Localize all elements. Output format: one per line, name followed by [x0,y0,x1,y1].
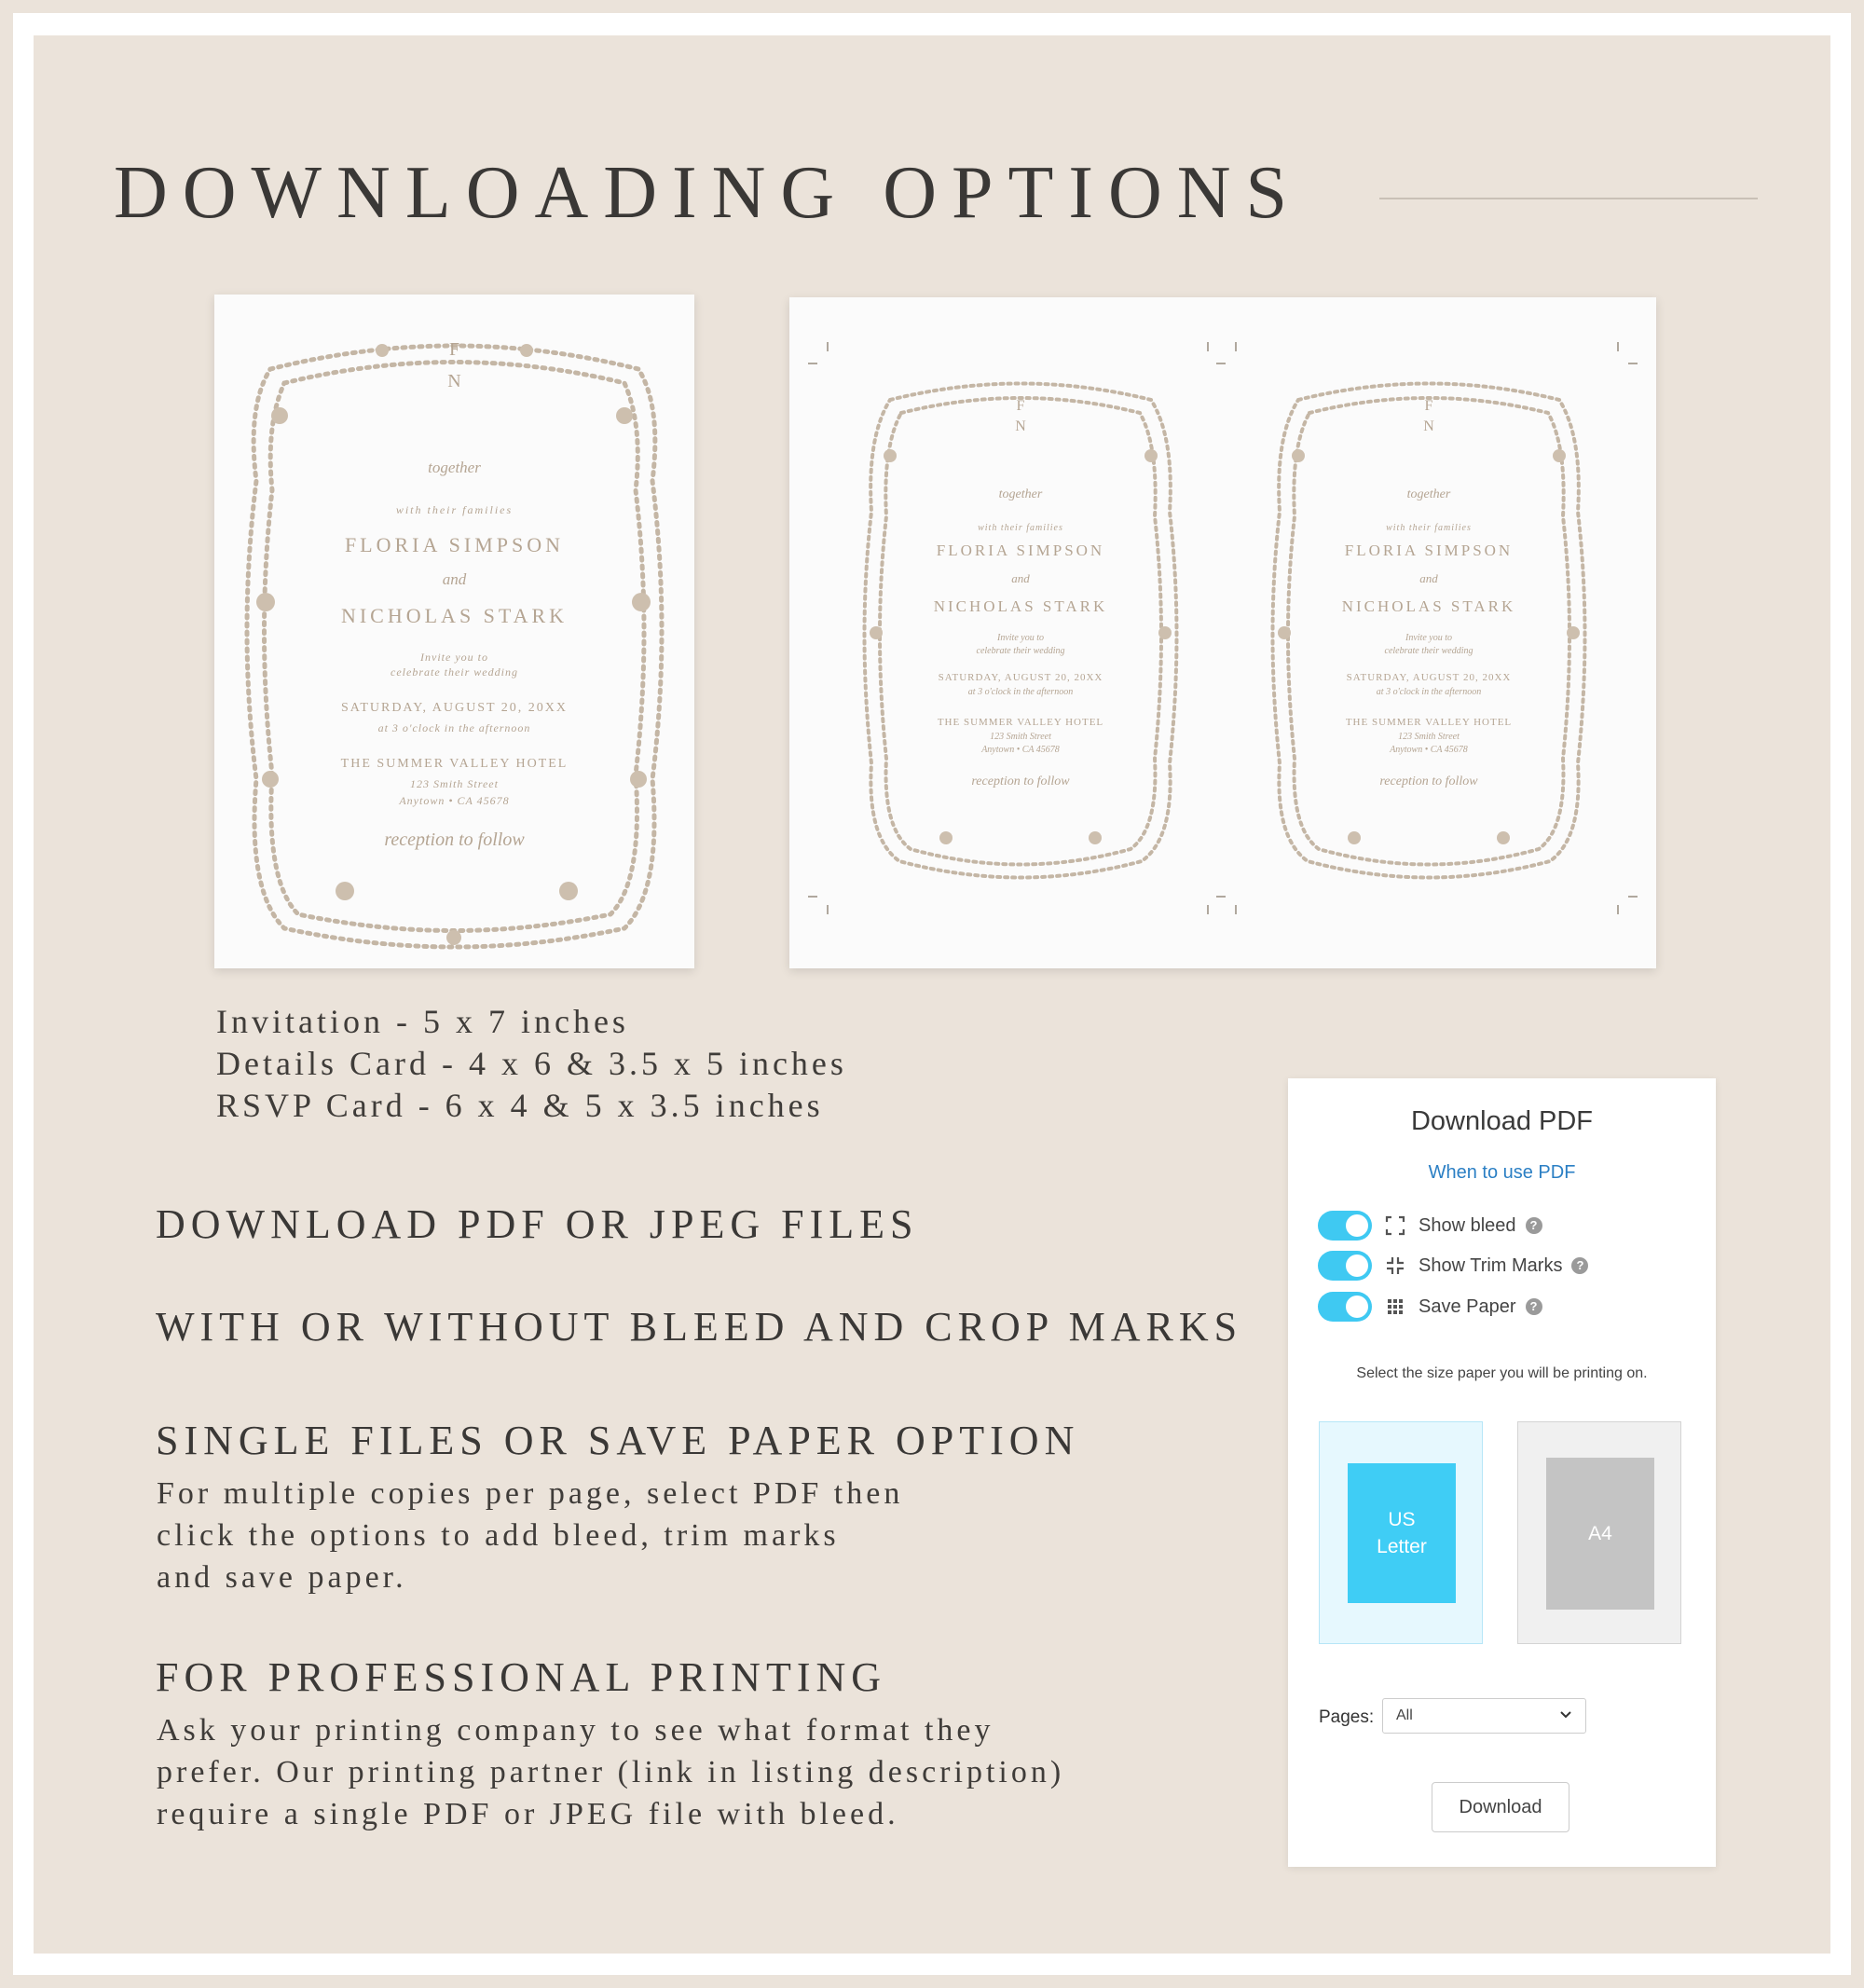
download-pdf-panel [1288,1078,1716,1867]
paper-option-a4[interactable] [1517,1421,1681,1644]
date-text: SATURDAY, AUGUST 20, 20XX [340,701,569,715]
download-heading: DOWNLOAD PDF OR JPEG FILES [156,1201,919,1247]
save-paper-line: click the options to add bleed, trim marks [157,1518,840,1553]
toggle-knob [1346,1296,1368,1318]
professional-line: require a single PDF or JPEG file with bleed. [157,1797,899,1831]
save-paper-description [157,1473,903,1598]
toggle-knob [1346,1254,1368,1277]
save-paper-row [1318,1290,1542,1323]
crop-mark [808,896,817,898]
crop-mark [808,363,817,364]
invite-line-2: celebrate their wedding [391,665,518,679]
time-text: at 3 o'clock in the afternoon [377,721,531,734]
show-trim-marks-row [1318,1249,1588,1282]
monogram-top: F [1016,398,1025,414]
pages-select[interactable] [1382,1698,1586,1734]
save-paper-sheet-preview [789,297,1656,968]
venue-text: THE SUMMER VALLEY HOTEL [937,717,1104,728]
together-text: together [998,487,1043,501]
chevron-down-icon [1559,1707,1572,1724]
show-trim-marks-label: Show Trim Marks [1419,1254,1563,1276]
and-text: and [1419,571,1438,585]
crop-mark [1235,905,1237,914]
name-two: NICHOLAS STARK [933,597,1108,615]
title-divider [1379,198,1758,199]
crop-mark [1617,905,1619,914]
street-text: 123 Smith Street [990,732,1051,742]
city-text: Anytown • CA 45678 [1390,745,1468,755]
monogram-top: F [448,339,460,360]
paper-sheet-us-letter [1348,1463,1456,1603]
name-one: FLORIA SIMPSON [936,542,1105,559]
paper-size-prompt: Select the size paper you will be printing on. [1356,1365,1648,1381]
toggle-knob [1346,1214,1368,1237]
sheet-invitation-left [834,372,1207,894]
crop-mark [1617,342,1619,351]
invite-line-1: Invite you to [997,633,1044,643]
name-one: FLORIA SIMPSON [344,533,565,556]
show-trim-marks-toggle[interactable] [1318,1251,1372,1281]
when-to-use-pdf-link[interactable]: When to use PDF [1428,1162,1576,1183]
crop-mark [1207,342,1209,351]
and-text: and [442,570,467,588]
families-text: with their families [395,503,514,516]
crop-mark [1628,896,1638,898]
size-details-card: Details Card - 4 x 6 & 3.5 x 5 inches [216,1045,847,1082]
help-icon[interactable]: ? [1526,1298,1542,1315]
trim-marks-icon [1385,1255,1405,1276]
crop-mark [827,342,829,351]
save-paper-toggle[interactable] [1318,1292,1372,1322]
sheet-invitation-right [1242,372,1615,894]
pages-select-value: All [1396,1707,1413,1723]
time-text: at 3 o'clock in the afternoon [967,687,1074,697]
crop-mark [1207,905,1209,914]
show-bleed-label: Show bleed [1419,1214,1516,1236]
professional-line: Ask your printing company to see what format they [157,1713,994,1748]
monogram-bottom: N [447,371,461,391]
name-two: NICHOLAS STARK [1341,597,1516,615]
monogram-bottom: N [1423,418,1434,434]
paper-label-line: US [1388,1509,1416,1530]
crop-mark [1216,363,1226,364]
street-text: 123 Smith Street [1398,732,1460,742]
venue-text: THE SUMMER VALLEY HOTEL [340,757,569,771]
size-list [216,1001,847,1127]
invite-line-1: Invite you to [420,651,488,664]
professional-heading: FOR PROFESSIONAL PRINTING [156,1654,887,1700]
venue-text: THE SUMMER VALLEY HOTEL [1345,717,1513,728]
city-text: Anytown • CA 45678 [399,794,510,807]
grid-icon [1385,1296,1405,1317]
and-text: and [1011,571,1030,585]
bleed-heading: WITH OR WITHOUT BLEED AND CROP MARKS [156,1304,1243,1350]
monogram-bottom: N [1015,418,1026,434]
size-invitation: Invitation - 5 x 7 inches [216,1003,629,1040]
show-bleed-row [1318,1209,1542,1242]
paper-label-line: A4 [1588,1523,1612,1544]
together-text: together [1406,487,1451,501]
crop-mark [1216,896,1226,898]
help-icon[interactable]: ? [1571,1257,1588,1274]
download-button[interactable]: Download [1432,1782,1569,1832]
reception-text: reception to follow [384,829,525,850]
time-text: at 3 o'clock in the afternoon [1376,687,1482,697]
street-text: 123 Smith Street [410,777,499,790]
families-text: with their families [978,523,1063,533]
invitation-preview [214,295,694,968]
professional-line: prefer. Our printing partner (link in listing description) [157,1755,1065,1789]
paper-sheet-a4 [1546,1458,1654,1610]
crop-mark [1628,363,1638,364]
crop-mark [1235,342,1237,351]
families-text: with their families [1386,523,1472,533]
download-pdf-title: Download PDF [1410,1106,1594,1136]
name-one: FLORIA SIMPSON [1344,542,1514,559]
save-paper-line: and save paper. [157,1560,407,1595]
name-two: NICHOLAS STARK [340,604,569,627]
reception-text: reception to follow [1379,775,1478,788]
expand-icon [1385,1215,1405,1236]
reception-text: reception to follow [971,775,1070,788]
show-bleed-toggle[interactable] [1318,1211,1372,1241]
together-text: together [428,459,481,476]
paper-label-line: Letter [1377,1536,1427,1557]
invite-line-2: celebrate their wedding [976,646,1065,656]
monogram-top: F [1424,398,1433,414]
date-text: SATURDAY, AUGUST 20, 20XX [938,672,1103,683]
city-text: Anytown • CA 45678 [981,745,1060,755]
professional-description [157,1709,1064,1835]
save-paper-line: For multiple copies per page, select PDF then [157,1476,904,1511]
page-title: DOWNLOADING OPTIONS [114,152,1303,234]
invite-line-1: Invite you to [1405,633,1452,643]
pages-label: Pages: [1319,1707,1375,1727]
crop-mark [827,905,829,914]
save-paper-label: Save Paper [1419,1296,1516,1317]
invite-line-2: celebrate their wedding [1384,646,1473,656]
help-icon[interactable]: ? [1526,1217,1542,1234]
save-paper-heading: SINGLE FILES OR SAVE PAPER OPTION [156,1418,1080,1463]
paper-option-us-letter[interactable] [1319,1421,1483,1644]
size-rsvp-card: RSVP Card - 6 x 4 & 5 x 3.5 inches [216,1087,824,1124]
date-text: SATURDAY, AUGUST 20, 20XX [1346,672,1512,683]
